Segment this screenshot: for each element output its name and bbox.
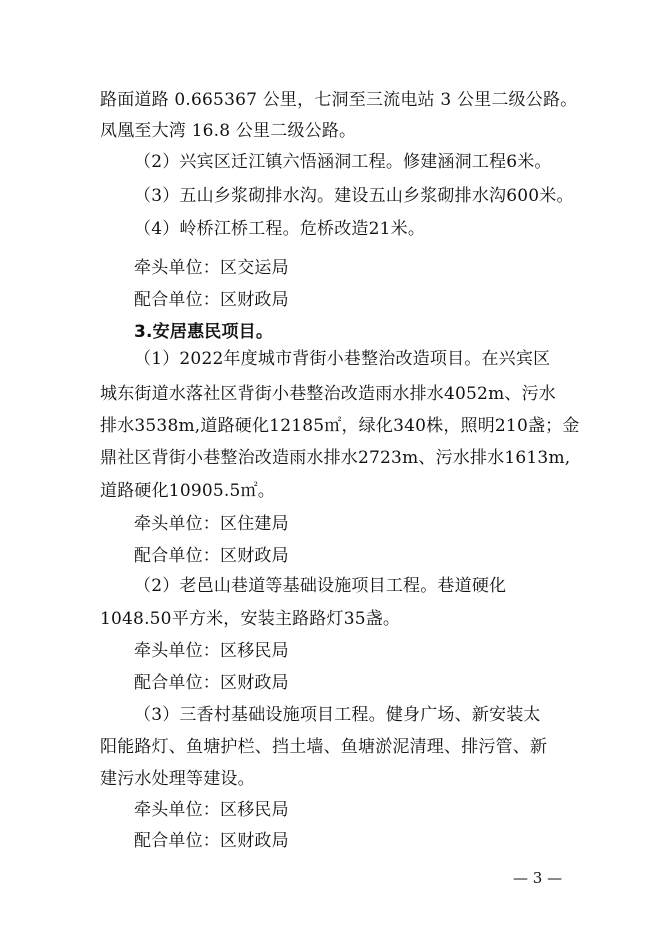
text-line-item-4-bridge: （4）岭桥江桥工程。危桥改造21米。 xyxy=(134,219,426,239)
lead-unit-line: 牵头单位：区移民局 xyxy=(134,641,289,661)
support-unit-line: 配合单位：区财政局 xyxy=(134,290,289,310)
text-line-road-distance: 路面道路 0.665367 公里，七洞至三流电站 3 公里二级公路。 xyxy=(100,90,578,110)
lead-unit-line: 牵头单位：区住建局 xyxy=(134,514,289,534)
text-line-housing-item-1-cont-2: 排水3538m,道路硬化12185㎡，绿化340株，照明210盏；金 xyxy=(100,416,580,436)
text-line-item-2-culvert: （2）兴宾区迁江镇六悟涵洞工程。修建涵洞工程6米。 xyxy=(134,152,552,172)
page-number: — 3 — xyxy=(513,869,563,887)
text-line-housing-item-2: （2）老邑山巷道等基础设施项目工程。巷道硬化 xyxy=(134,576,507,596)
text-line-housing-item-1: （1）2022年度城市背街小巷整治改造项目。在兴宾区 xyxy=(134,349,551,369)
lead-unit-line: 牵头单位：区移民局 xyxy=(134,800,289,820)
text-line-item-3-drainage: （3）五山乡浆砌排水沟。建设五山乡浆砌排水沟600米。 xyxy=(134,186,574,206)
text-line-housing-item-1-cont-3: 鼎社区背街小巷整治改造雨水排水2723m、污水排水1613m, xyxy=(100,448,571,468)
support-unit-line: 配合单位：区财政局 xyxy=(134,546,289,566)
text-line-housing-item-1-cont-1: 城东街道水落社区背街小巷整治改造雨水排水4052m、污水 xyxy=(100,384,556,404)
support-unit-line: 配合单位：区财政局 xyxy=(134,673,289,693)
section-heading-housing: 3.安居惠民项目。 xyxy=(134,322,274,342)
text-line-housing-item-3-cont-1: 阳能路灯、鱼塘护栏、挡土墙、鱼塘淤泥清理、排污管、新 xyxy=(100,737,548,757)
lead-unit-line: 牵头单位：区交运局 xyxy=(134,258,289,278)
text-line-housing-item-3-cont-2: 建污水处理等建设。 xyxy=(100,769,255,789)
support-unit-line: 配合单位：区财政局 xyxy=(134,831,289,851)
text-line-fenghuang-road: 凤凰至大湾 16.8 公里二级公路。 xyxy=(100,121,357,141)
text-line-housing-item-1-cont-4: 道路硬化10905.5㎡。 xyxy=(100,481,275,501)
text-line-housing-item-3: （3）三香村基础设施项目工程。健身广场、新安装太 xyxy=(134,705,541,725)
text-line-housing-item-2-cont: 1048.50平方米，安装主路路灯35盏。 xyxy=(100,609,401,629)
